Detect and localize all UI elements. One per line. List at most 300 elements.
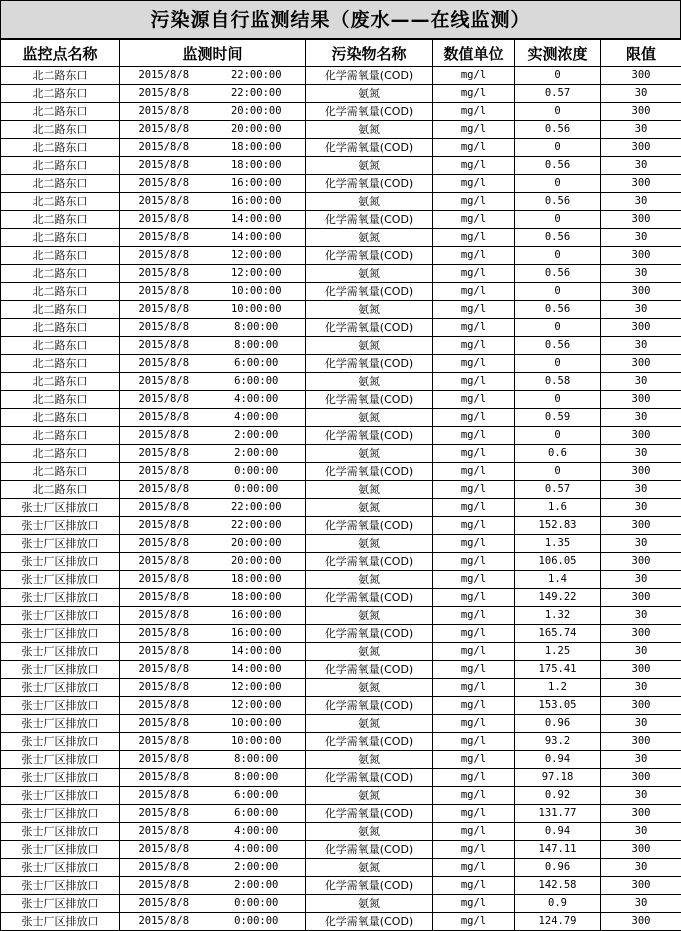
limit-cell: 300 xyxy=(601,139,681,157)
value-cell: 0 xyxy=(515,139,601,157)
unit-cell: mg/l xyxy=(433,661,515,679)
limit-cell: 30 xyxy=(601,607,681,625)
site-cell: 北二路东口 xyxy=(1,211,120,229)
pollutant-cell: 氨氮 xyxy=(306,571,433,589)
report-title: 污染源自行监测结果（废水——在线监测） xyxy=(0,0,681,39)
limit-cell: 30 xyxy=(601,895,681,913)
time-cell: 2:00:00 xyxy=(208,445,306,463)
unit-cell: mg/l xyxy=(433,67,515,85)
table-row xyxy=(1,67,681,85)
pollutant-cell: 化学需氧量(COD) xyxy=(306,661,433,679)
limit-cell: 30 xyxy=(601,121,681,139)
value-cell: 1.35 xyxy=(515,535,601,553)
pollutant-cell: 氨氮 xyxy=(306,409,433,427)
table-row xyxy=(1,625,681,643)
pollutant-cell: 氨氮 xyxy=(306,895,433,913)
value-cell: 147.11 xyxy=(515,841,601,859)
table-row xyxy=(1,715,681,733)
limit-cell: 300 xyxy=(601,697,681,715)
header-row xyxy=(1,40,681,67)
pollutant-cell: 化学需氧量(COD) xyxy=(306,589,433,607)
unit-cell: mg/l xyxy=(433,265,515,283)
value-cell: 0.6 xyxy=(515,445,601,463)
limit-cell: 300 xyxy=(601,553,681,571)
header-unit: 数值单位 xyxy=(433,40,515,67)
date-cell: 2015/8/8 xyxy=(120,391,208,409)
date-cell: 2015/8/8 xyxy=(120,805,208,823)
date-cell: 2015/8/8 xyxy=(120,733,208,751)
site-cell: 北二路东口 xyxy=(1,283,120,301)
limit-cell: 300 xyxy=(601,319,681,337)
unit-cell: mg/l xyxy=(433,319,515,337)
pollutant-cell: 化学需氧量(COD) xyxy=(306,733,433,751)
value-cell: 175.41 xyxy=(515,661,601,679)
table-row xyxy=(1,103,681,121)
site-cell: 北二路东口 xyxy=(1,85,120,103)
table-row xyxy=(1,463,681,481)
value-cell: 0 xyxy=(515,67,601,85)
site-cell: 张士厂区排放口 xyxy=(1,877,120,895)
table-row xyxy=(1,841,681,859)
time-cell: 22:00:00 xyxy=(208,67,306,85)
date-cell: 2015/8/8 xyxy=(120,841,208,859)
date-cell: 2015/8/8 xyxy=(120,445,208,463)
limit-cell: 30 xyxy=(601,409,681,427)
table-row xyxy=(1,211,681,229)
date-cell: 2015/8/8 xyxy=(120,769,208,787)
table-row xyxy=(1,499,681,517)
limit-cell: 30 xyxy=(601,535,681,553)
date-cell: 2015/8/8 xyxy=(120,823,208,841)
site-cell: 北二路东口 xyxy=(1,391,120,409)
limit-cell: 300 xyxy=(601,517,681,535)
unit-cell: mg/l xyxy=(433,553,515,571)
date-cell: 2015/8/8 xyxy=(120,751,208,769)
table-body xyxy=(1,67,681,931)
limit-cell: 300 xyxy=(601,175,681,193)
date-cell: 2015/8/8 xyxy=(120,319,208,337)
pollutant-cell: 化学需氧量(COD) xyxy=(306,841,433,859)
table-row xyxy=(1,733,681,751)
site-cell: 张士厂区排放口 xyxy=(1,841,120,859)
limit-cell: 30 xyxy=(601,481,681,499)
pollutant-cell: 化学需氧量(COD) xyxy=(306,355,433,373)
pollutant-cell: 化学需氧量(COD) xyxy=(306,175,433,193)
time-cell: 22:00:00 xyxy=(208,499,306,517)
unit-cell: mg/l xyxy=(433,427,515,445)
date-cell: 2015/8/8 xyxy=(120,409,208,427)
unit-cell: mg/l xyxy=(433,697,515,715)
time-cell: 22:00:00 xyxy=(208,517,306,535)
limit-cell: 300 xyxy=(601,283,681,301)
pollutant-cell: 氨氮 xyxy=(306,193,433,211)
pollutant-cell: 化学需氧量(COD) xyxy=(306,553,433,571)
time-cell: 0:00:00 xyxy=(208,463,306,481)
date-cell: 2015/8/8 xyxy=(120,265,208,283)
unit-cell: mg/l xyxy=(433,751,515,769)
table-row xyxy=(1,859,681,877)
limit-cell: 300 xyxy=(601,877,681,895)
table-row xyxy=(1,283,681,301)
site-cell: 北二路东口 xyxy=(1,355,120,373)
limit-cell: 300 xyxy=(601,805,681,823)
limit-cell: 300 xyxy=(601,463,681,481)
value-cell: 131.77 xyxy=(515,805,601,823)
pollutant-cell: 氨氮 xyxy=(306,301,433,319)
date-cell: 2015/8/8 xyxy=(120,481,208,499)
limit-cell: 30 xyxy=(601,499,681,517)
unit-cell: mg/l xyxy=(433,463,515,481)
time-cell: 10:00:00 xyxy=(208,301,306,319)
site-cell: 北二路东口 xyxy=(1,463,120,481)
unit-cell: mg/l xyxy=(433,409,515,427)
unit-cell: mg/l xyxy=(433,85,515,103)
table-row xyxy=(1,769,681,787)
table-row xyxy=(1,427,681,445)
limit-cell: 30 xyxy=(601,859,681,877)
site-cell: 张士厂区排放口 xyxy=(1,535,120,553)
value-cell: 0.56 xyxy=(515,301,601,319)
time-cell: 2:00:00 xyxy=(208,877,306,895)
unit-cell: mg/l xyxy=(433,211,515,229)
value-cell: 0.56 xyxy=(515,265,601,283)
site-cell: 北二路东口 xyxy=(1,103,120,121)
site-cell: 张士厂区排放口 xyxy=(1,553,120,571)
pollutant-cell: 化学需氧量(COD) xyxy=(306,913,433,931)
limit-cell: 300 xyxy=(601,211,681,229)
unit-cell: mg/l xyxy=(433,499,515,517)
time-cell: 12:00:00 xyxy=(208,265,306,283)
site-cell: 北二路东口 xyxy=(1,265,120,283)
date-cell: 2015/8/8 xyxy=(120,229,208,247)
pollutant-cell: 氨氮 xyxy=(306,229,433,247)
value-cell: 0.96 xyxy=(515,715,601,733)
site-cell: 张士厂区排放口 xyxy=(1,733,120,751)
time-cell: 12:00:00 xyxy=(208,247,306,265)
date-cell: 2015/8/8 xyxy=(120,157,208,175)
pollutant-cell: 氨氮 xyxy=(306,499,433,517)
pollutant-cell: 氨氮 xyxy=(306,157,433,175)
time-cell: 8:00:00 xyxy=(208,319,306,337)
limit-cell: 30 xyxy=(601,373,681,391)
unit-cell: mg/l xyxy=(433,247,515,265)
time-cell: 20:00:00 xyxy=(208,535,306,553)
value-cell: 0 xyxy=(515,103,601,121)
site-cell: 北二路东口 xyxy=(1,337,120,355)
value-cell: 0.96 xyxy=(515,859,601,877)
site-cell: 北二路东口 xyxy=(1,481,120,499)
value-cell: 0 xyxy=(515,427,601,445)
limit-cell: 30 xyxy=(601,265,681,283)
site-cell: 北二路东口 xyxy=(1,157,120,175)
date-cell: 2015/8/8 xyxy=(120,859,208,877)
value-cell: 142.58 xyxy=(515,877,601,895)
table-row xyxy=(1,409,681,427)
table-row xyxy=(1,787,681,805)
unit-cell: mg/l xyxy=(433,643,515,661)
time-cell: 8:00:00 xyxy=(208,751,306,769)
site-cell: 张士厂区排放口 xyxy=(1,697,120,715)
date-cell: 2015/8/8 xyxy=(120,175,208,193)
table-row xyxy=(1,553,681,571)
time-cell: 12:00:00 xyxy=(208,679,306,697)
limit-cell: 30 xyxy=(601,157,681,175)
pollutant-cell: 氨氮 xyxy=(306,85,433,103)
table-row xyxy=(1,193,681,211)
limit-cell: 30 xyxy=(601,751,681,769)
date-cell: 2015/8/8 xyxy=(120,913,208,931)
limit-cell: 300 xyxy=(601,103,681,121)
limit-cell: 30 xyxy=(601,787,681,805)
time-cell: 0:00:00 xyxy=(208,895,306,913)
time-cell: 10:00:00 xyxy=(208,283,306,301)
site-cell: 张士厂区排放口 xyxy=(1,661,120,679)
time-cell: 18:00:00 xyxy=(208,571,306,589)
table-row xyxy=(1,517,681,535)
unit-cell: mg/l xyxy=(433,913,515,931)
time-cell: 22:00:00 xyxy=(208,85,306,103)
table-row xyxy=(1,319,681,337)
time-cell: 14:00:00 xyxy=(208,643,306,661)
unit-cell: mg/l xyxy=(433,283,515,301)
site-cell: 张士厂区排放口 xyxy=(1,571,120,589)
time-cell: 4:00:00 xyxy=(208,391,306,409)
header-value: 实测浓度 xyxy=(515,40,601,67)
limit-cell: 300 xyxy=(601,589,681,607)
limit-cell: 300 xyxy=(601,247,681,265)
limit-cell: 30 xyxy=(601,337,681,355)
unit-cell: mg/l xyxy=(433,445,515,463)
site-cell: 张士厂区排放口 xyxy=(1,769,120,787)
unit-cell: mg/l xyxy=(433,787,515,805)
site-cell: 张士厂区排放口 xyxy=(1,913,120,931)
table-row xyxy=(1,751,681,769)
unit-cell: mg/l xyxy=(433,571,515,589)
pollutant-cell: 氨氮 xyxy=(306,679,433,697)
site-cell: 北二路东口 xyxy=(1,427,120,445)
value-cell: 0.56 xyxy=(515,229,601,247)
value-cell: 0 xyxy=(515,211,601,229)
date-cell: 2015/8/8 xyxy=(120,643,208,661)
pollutant-cell: 化学需氧量(COD) xyxy=(306,769,433,787)
table-row xyxy=(1,607,681,625)
table-row xyxy=(1,157,681,175)
unit-cell: mg/l xyxy=(433,679,515,697)
date-cell: 2015/8/8 xyxy=(120,715,208,733)
date-cell: 2015/8/8 xyxy=(120,67,208,85)
monitoring-table xyxy=(0,39,681,931)
time-cell: 14:00:00 xyxy=(208,211,306,229)
limit-cell: 300 xyxy=(601,661,681,679)
limit-cell: 30 xyxy=(601,193,681,211)
table-row xyxy=(1,391,681,409)
time-cell: 10:00:00 xyxy=(208,733,306,751)
limit-cell: 300 xyxy=(601,625,681,643)
pollutant-cell: 氨氮 xyxy=(306,535,433,553)
unit-cell: mg/l xyxy=(433,301,515,319)
date-cell: 2015/8/8 xyxy=(120,463,208,481)
unit-cell: mg/l xyxy=(433,625,515,643)
limit-cell: 300 xyxy=(601,355,681,373)
table-row xyxy=(1,139,681,157)
pollutant-cell: 氨氮 xyxy=(306,121,433,139)
site-cell: 张士厂区排放口 xyxy=(1,787,120,805)
time-cell: 20:00:00 xyxy=(208,103,306,121)
time-cell: 20:00:00 xyxy=(208,121,306,139)
unit-cell: mg/l xyxy=(433,715,515,733)
value-cell: 149.22 xyxy=(515,589,601,607)
time-cell: 4:00:00 xyxy=(208,409,306,427)
date-cell: 2015/8/8 xyxy=(120,283,208,301)
date-cell: 2015/8/8 xyxy=(120,535,208,553)
value-cell: 0 xyxy=(515,283,601,301)
unit-cell: mg/l xyxy=(433,139,515,157)
table-row xyxy=(1,913,681,931)
pollutant-cell: 氨氮 xyxy=(306,445,433,463)
limit-cell: 300 xyxy=(601,841,681,859)
value-cell: 0 xyxy=(515,319,601,337)
date-cell: 2015/8/8 xyxy=(120,427,208,445)
limit-cell: 30 xyxy=(601,301,681,319)
time-cell: 0:00:00 xyxy=(208,481,306,499)
date-cell: 2015/8/8 xyxy=(120,499,208,517)
pollutant-cell: 化学需氧量(COD) xyxy=(306,427,433,445)
site-cell: 北二路东口 xyxy=(1,67,120,85)
time-cell: 16:00:00 xyxy=(208,607,306,625)
table-row xyxy=(1,373,681,391)
table-row xyxy=(1,229,681,247)
site-cell: 北二路东口 xyxy=(1,121,120,139)
pollutant-cell: 化学需氧量(COD) xyxy=(306,139,433,157)
site-cell: 北二路东口 xyxy=(1,229,120,247)
limit-cell: 300 xyxy=(601,391,681,409)
date-cell: 2015/8/8 xyxy=(120,337,208,355)
site-cell: 张士厂区排放口 xyxy=(1,625,120,643)
date-cell: 2015/8/8 xyxy=(120,571,208,589)
table-row xyxy=(1,85,681,103)
date-cell: 2015/8/8 xyxy=(120,679,208,697)
unit-cell: mg/l xyxy=(433,769,515,787)
unit-cell: mg/l xyxy=(433,193,515,211)
unit-cell: mg/l xyxy=(433,589,515,607)
limit-cell: 30 xyxy=(601,85,681,103)
pollutant-cell: 化学需氧量(COD) xyxy=(306,211,433,229)
value-cell: 0.56 xyxy=(515,121,601,139)
site-cell: 张士厂区排放口 xyxy=(1,823,120,841)
value-cell: 1.4 xyxy=(515,571,601,589)
site-cell: 张士厂区排放口 xyxy=(1,859,120,877)
time-cell: 8:00:00 xyxy=(208,769,306,787)
table-row xyxy=(1,823,681,841)
table-row xyxy=(1,481,681,499)
table-row xyxy=(1,301,681,319)
time-cell: 16:00:00 xyxy=(208,193,306,211)
value-cell: 153.05 xyxy=(515,697,601,715)
time-cell: 12:00:00 xyxy=(208,697,306,715)
site-cell: 北二路东口 xyxy=(1,247,120,265)
limit-cell: 300 xyxy=(601,769,681,787)
date-cell: 2015/8/8 xyxy=(120,211,208,229)
value-cell: 0.59 xyxy=(515,409,601,427)
value-cell: 0 xyxy=(515,247,601,265)
time-cell: 0:00:00 xyxy=(208,913,306,931)
date-cell: 2015/8/8 xyxy=(120,247,208,265)
pollutant-cell: 氨氮 xyxy=(306,373,433,391)
site-cell: 北二路东口 xyxy=(1,175,120,193)
unit-cell: mg/l xyxy=(433,877,515,895)
unit-cell: mg/l xyxy=(433,517,515,535)
value-cell: 124.79 xyxy=(515,913,601,931)
unit-cell: mg/l xyxy=(433,373,515,391)
unit-cell: mg/l xyxy=(433,337,515,355)
value-cell: 106.05 xyxy=(515,553,601,571)
value-cell: 0.56 xyxy=(515,157,601,175)
unit-cell: mg/l xyxy=(433,481,515,499)
table-row xyxy=(1,121,681,139)
pollutant-cell: 氨氮 xyxy=(306,643,433,661)
header-time: 监测时间 xyxy=(120,40,306,67)
site-cell: 北二路东口 xyxy=(1,373,120,391)
pollutant-cell: 氨氮 xyxy=(306,751,433,769)
pollutant-cell: 化学需氧量(COD) xyxy=(306,697,433,715)
site-cell: 张士厂区排放口 xyxy=(1,715,120,733)
pollutant-cell: 氨氮 xyxy=(306,859,433,877)
table-row xyxy=(1,535,681,553)
date-cell: 2015/8/8 xyxy=(120,589,208,607)
limit-cell: 300 xyxy=(601,733,681,751)
limit-cell: 30 xyxy=(601,679,681,697)
limit-cell: 30 xyxy=(601,643,681,661)
table-row xyxy=(1,877,681,895)
unit-cell: mg/l xyxy=(433,175,515,193)
time-cell: 10:00:00 xyxy=(208,715,306,733)
date-cell: 2015/8/8 xyxy=(120,373,208,391)
pollutant-cell: 氨氮 xyxy=(306,715,433,733)
unit-cell: mg/l xyxy=(433,121,515,139)
table-row xyxy=(1,589,681,607)
time-cell: 20:00:00 xyxy=(208,553,306,571)
value-cell: 1.25 xyxy=(515,643,601,661)
time-cell: 16:00:00 xyxy=(208,625,306,643)
table-row xyxy=(1,895,681,913)
time-cell: 2:00:00 xyxy=(208,859,306,877)
date-cell: 2015/8/8 xyxy=(120,139,208,157)
time-cell: 18:00:00 xyxy=(208,139,306,157)
time-cell: 18:00:00 xyxy=(208,157,306,175)
table-row xyxy=(1,805,681,823)
pollutant-cell: 氨氮 xyxy=(306,265,433,283)
value-cell: 1.2 xyxy=(515,679,601,697)
site-cell: 北二路东口 xyxy=(1,301,120,319)
table-row xyxy=(1,175,681,193)
value-cell: 0.94 xyxy=(515,751,601,769)
pollutant-cell: 化学需氧量(COD) xyxy=(306,391,433,409)
date-cell: 2015/8/8 xyxy=(120,895,208,913)
date-cell: 2015/8/8 xyxy=(120,661,208,679)
pollutant-cell: 化学需氧量(COD) xyxy=(306,463,433,481)
value-cell: 165.74 xyxy=(515,625,601,643)
site-cell: 北二路东口 xyxy=(1,445,120,463)
limit-cell: 30 xyxy=(601,229,681,247)
site-cell: 张士厂区排放口 xyxy=(1,517,120,535)
date-cell: 2015/8/8 xyxy=(120,877,208,895)
time-cell: 6:00:00 xyxy=(208,373,306,391)
limit-cell: 30 xyxy=(601,571,681,589)
time-cell: 4:00:00 xyxy=(208,841,306,859)
value-cell: 1.32 xyxy=(515,607,601,625)
date-cell: 2015/8/8 xyxy=(120,103,208,121)
site-cell: 北二路东口 xyxy=(1,409,120,427)
